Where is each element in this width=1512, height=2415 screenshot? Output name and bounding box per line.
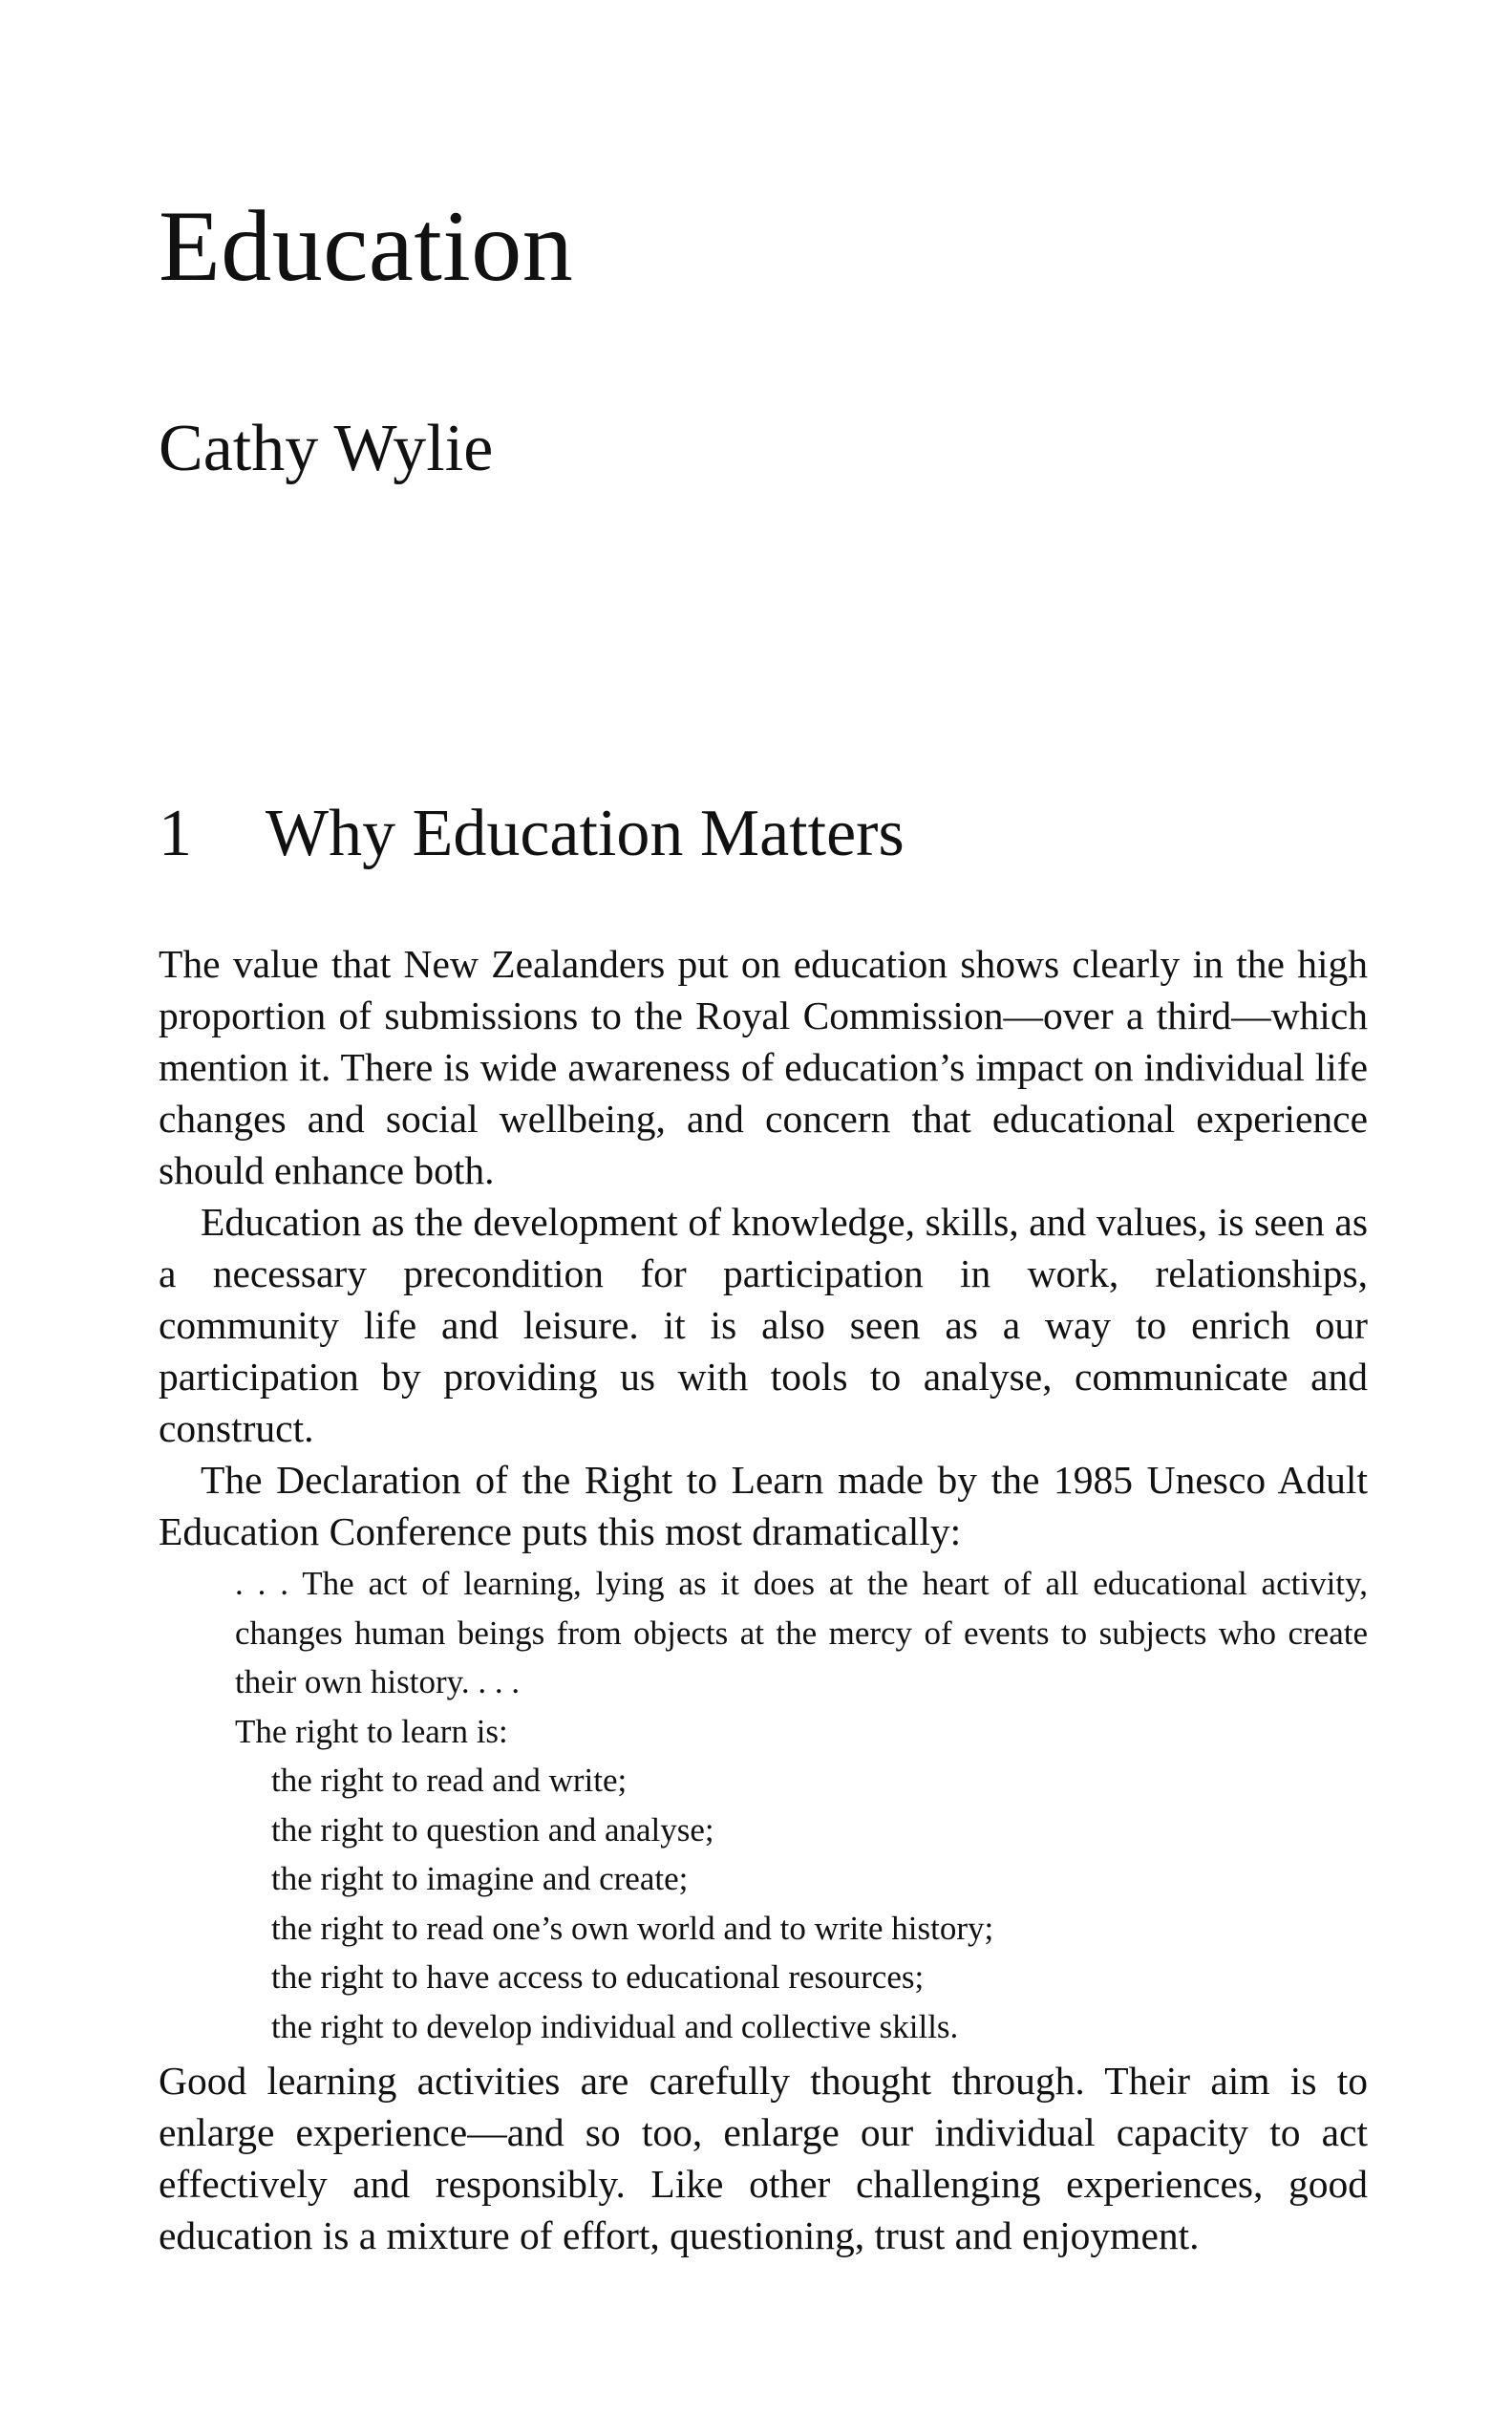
quote-intro: The right to learn is: <box>235 1712 508 1750</box>
section-title: Why Education Matters <box>266 797 905 870</box>
paragraph: Good learning activities are carefully thought through. Their aim is to enlarge experience—and so too, enlarge our individual capacity to act effectively and responsibly. Like other challenging experiences, good education is a mixture of effort, questioning, trust and enjoyment. <box>159 2059 1368 2257</box>
block-quote <box>235 1559 1368 2051</box>
list-item: the right to read one’s own world and to write history; <box>271 1909 994 1947</box>
author-name: Cathy Wylie <box>159 412 494 485</box>
rights-list <box>235 1756 1368 2051</box>
list-item: the right to question and analyse; <box>271 1810 714 1849</box>
chapter-title: Education <box>159 190 574 302</box>
list-item: the right to develop individual and collective skills. <box>271 2007 959 2045</box>
paragraph: The value that New Zealanders put on education shows clearly in the high proportion of submissions to the Royal Commission—over a third—which mention it. There is wide awareness of education’s impact on individual life changes and social wellbeing, and concern that educational experience should enhance both. <box>159 942 1368 1192</box>
list-item: the right to imagine and create; <box>271 1860 689 1897</box>
list-item: the right to have access to educational resources; <box>271 1958 925 1996</box>
section-number: 1 <box>159 797 192 870</box>
list-item: the right to read and write; <box>271 1762 628 1799</box>
section-heading <box>159 797 905 870</box>
body-text <box>159 938 1368 2261</box>
paragraph: The Declaration of the Right to Learn made by the 1985 Unesco Adult Education Conference puts this most dramatically: <box>159 1458 1368 1553</box>
quote-text: . . . The act of learning, lying as it does at the heart of all educational activity, changes human beings from objects at the mercy of events to subjects who create their own history. . . . <box>235 1565 1368 1700</box>
paragraph: Education as the development of knowledge, skills, and values, is seen as a necessary precondition for participation in work, relationships, community life and leisure. it is also seen as a way to enrich our participation by providing us with tools to analyse, communicate and construct. <box>159 1200 1368 1450</box>
